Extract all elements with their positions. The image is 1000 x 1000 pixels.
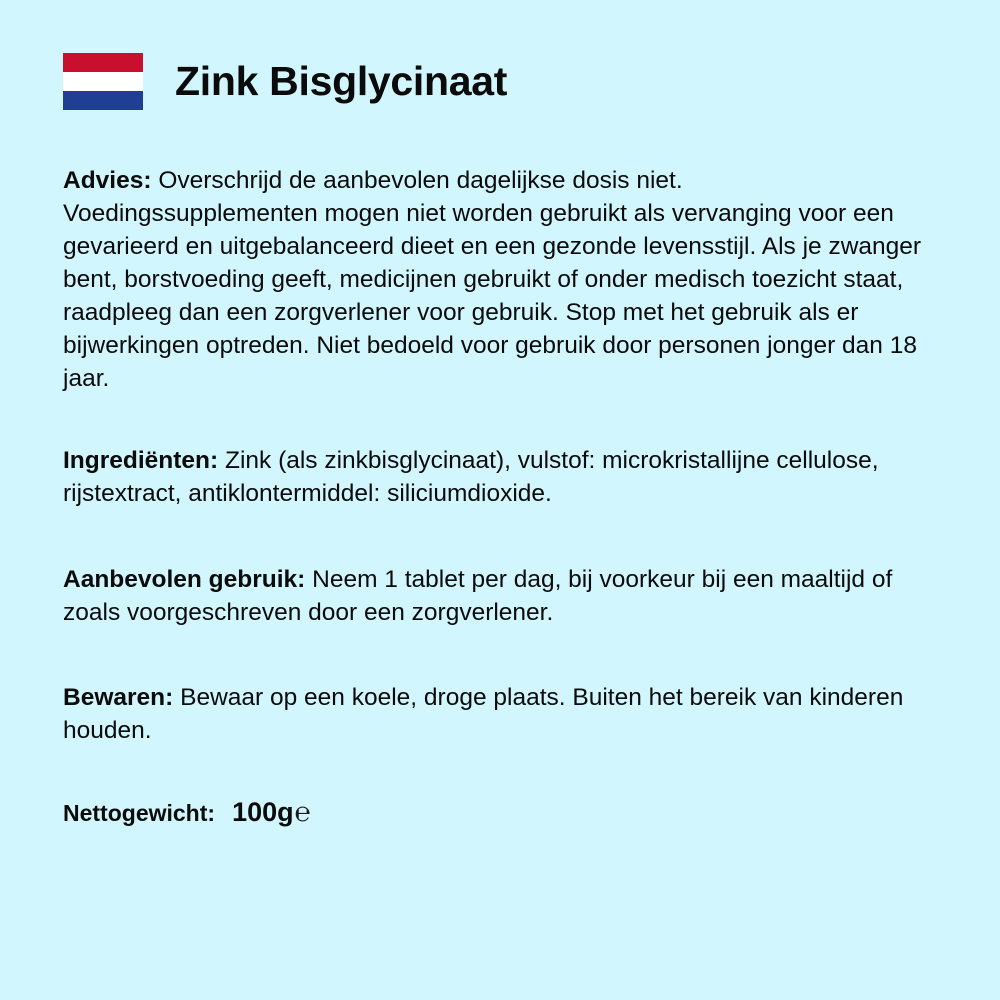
- section-label: Ingrediënten:: [63, 447, 219, 474]
- flag-stripe-red: [63, 53, 143, 72]
- flag-stripe-blue: [63, 91, 143, 110]
- section-label: Bewaren:: [63, 684, 174, 711]
- label-content: [63, 164, 943, 828]
- section-aanbevolen-gebruik: [63, 563, 943, 629]
- section-text: Neem 1 tablet per dag, bij voorkeur bij een maaltijd of zoals voorgeschreven door een zorgverlener.: [63, 566, 893, 626]
- netherlands-flag-icon: [63, 53, 143, 110]
- section-bewaren: [63, 681, 943, 747]
- net-weight-row: [63, 797, 943, 828]
- section-advies: [63, 164, 943, 395]
- page-title: Zink Bisglycinaat: [175, 57, 508, 104]
- section-label: Advies:: [63, 167, 152, 194]
- flag-stripe-white: [63, 72, 143, 91]
- section-text: Zink (als zinkbisglycinaat), vulstof: microkristallijne cellulose, rijstextract, antiklontermiddel: siliciumdioxide.: [63, 447, 879, 507]
- section-text: Bewaar op een koele, droge plaats. Buiten het bereik van kinderen houden.: [63, 684, 904, 744]
- net-weight-value: 100g: [232, 797, 294, 827]
- section-ingredienten: [63, 444, 943, 510]
- net-weight-label: Nettogewicht:: [63, 800, 216, 826]
- section-label: Aanbevolen gebruik:: [63, 566, 306, 593]
- estimated-sign-icon: ℮: [294, 797, 311, 828]
- header: [63, 52, 507, 110]
- section-text: Overschrijd de aanbevolen dagelijkse dosis niet. Voedingssupplementen mogen niet worden gebruikt als vervanging voor een gevarieerd en uitgebalanceerd dieet en een gezonde levensstijl. Als je zwanger bent, borstvoeding geeft, medicijnen gebruikt of onder medisch toezicht staat, raadpleeg dan een zorgverlener voor gebruik. Stop met het gebruik als er bijwerkingen optreden. Niet bedoeld voor gebruik door personen jonger dan 18 jaar.: [63, 167, 922, 392]
